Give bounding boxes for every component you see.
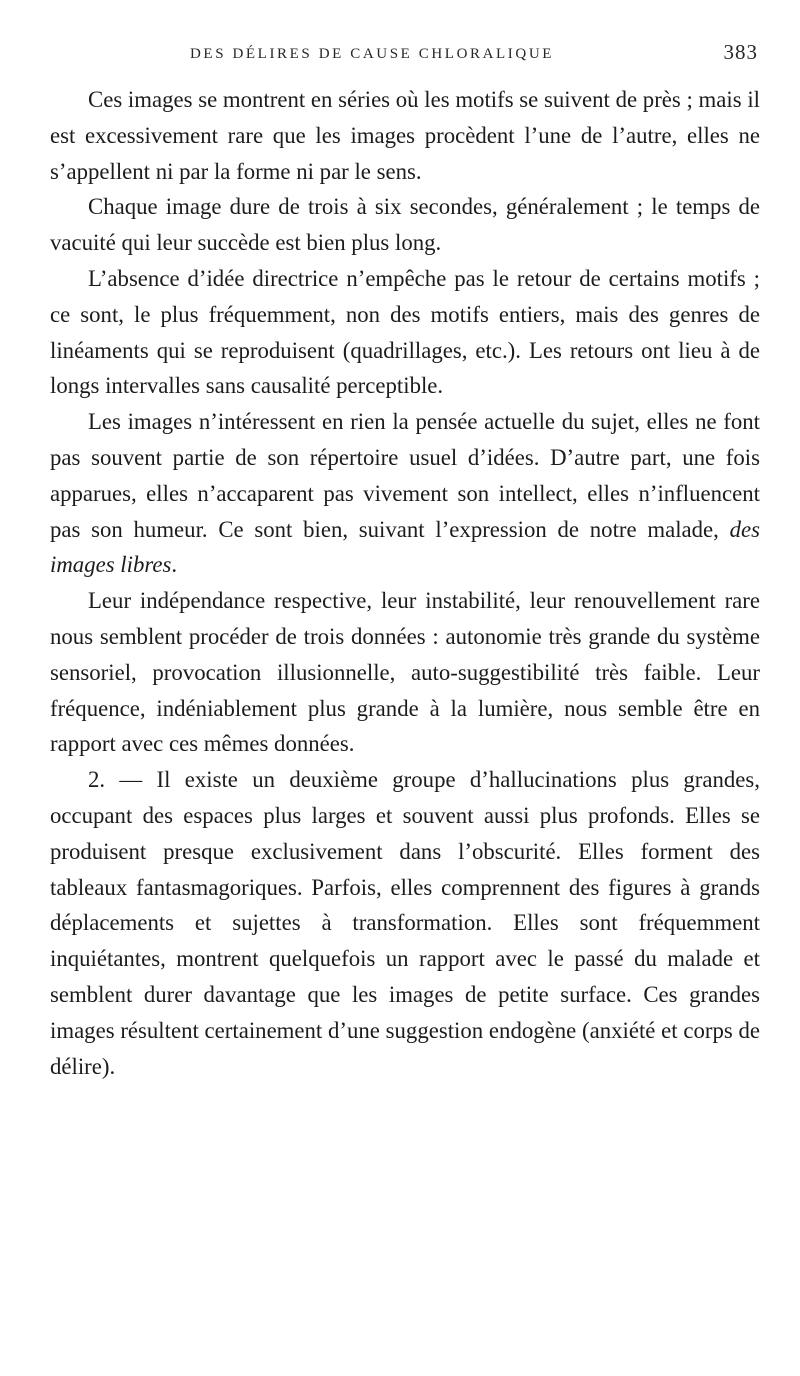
paragraph-3: L’absence d’idée directrice n’empêche pas le retour de certains motifs ; ce sont, le plus fréquemment, non des motifs entiers, mais des genres de linéaments qui se reproduisent (quadrillages, etc.). Les retours ont lieu à de longs intervalles sans causalité perceptible. (50, 265, 760, 399)
paragraph-2: Chaque image dure de trois à six secondes, généralement ; le temps de vacuité qui leur succède est bien plus long. (50, 194, 760, 256)
page-header (50, 34, 760, 74)
page-number: 383 (723, 40, 758, 64)
paragraph-6: 2. — Il existe un deuxième groupe d’hallucinations plus grandes, occupant des espaces plus larges et souvent aussi plus profonds. Elles se produisent presque exclusivement dans l’obscurité. Elles forment des tableaux fantasmagoriques. Parfois, elles comprennent des figures à grands déplacements et sujettes à transformation. Elles sont fréquemment inquiétantes, montrent quelquefois un rapport avec le passé du malade et semblent durer davantage que les images de petite surface. Ces grandes images résultent certainement d’une suggestion endogène (anxiété et corps de délire). (50, 767, 760, 1079)
paragraph-5: Leur indépendance respective, leur instabilité, leur renouvellement rare nous semblent procéder de trois données : autonomie très grande du système sensoriel, provocation illusionnelle, auto-suggestibilité très faible. Leur fréquence, indéniablement plus grande à la lumière, nous semble être en rapport avec ces mêmes données. (50, 588, 760, 757)
paragraph-4-text: Les images n’intéressent en rien la pensée actuelle du sujet, elles ne font pas souvent partie de son répertoire usuel d’idées. D’autre part, une fois apparues, elles n’accaparent pas vivement son intellect, elles n’influencent pas son humeur. Ce sont bien, suivant l’expression de notre malade, (50, 409, 760, 542)
paragraph-4 (50, 404, 760, 583)
paragraph-1: Ces images se montrent en séries où les motifs se suivent de près ; mais il est excessivement rare que les images procèdent l’une de l’autre, elles ne s’appellent ni par la forme ni par le sens. (50, 87, 760, 184)
paragraph-4-emphasis: des images libres (50, 516, 760, 578)
paragraph-4-end: . (171, 552, 178, 578)
running-head: DES DÉLIRES DE CAUSE CHLORALIQUE (190, 46, 555, 62)
body-text (50, 82, 760, 1084)
